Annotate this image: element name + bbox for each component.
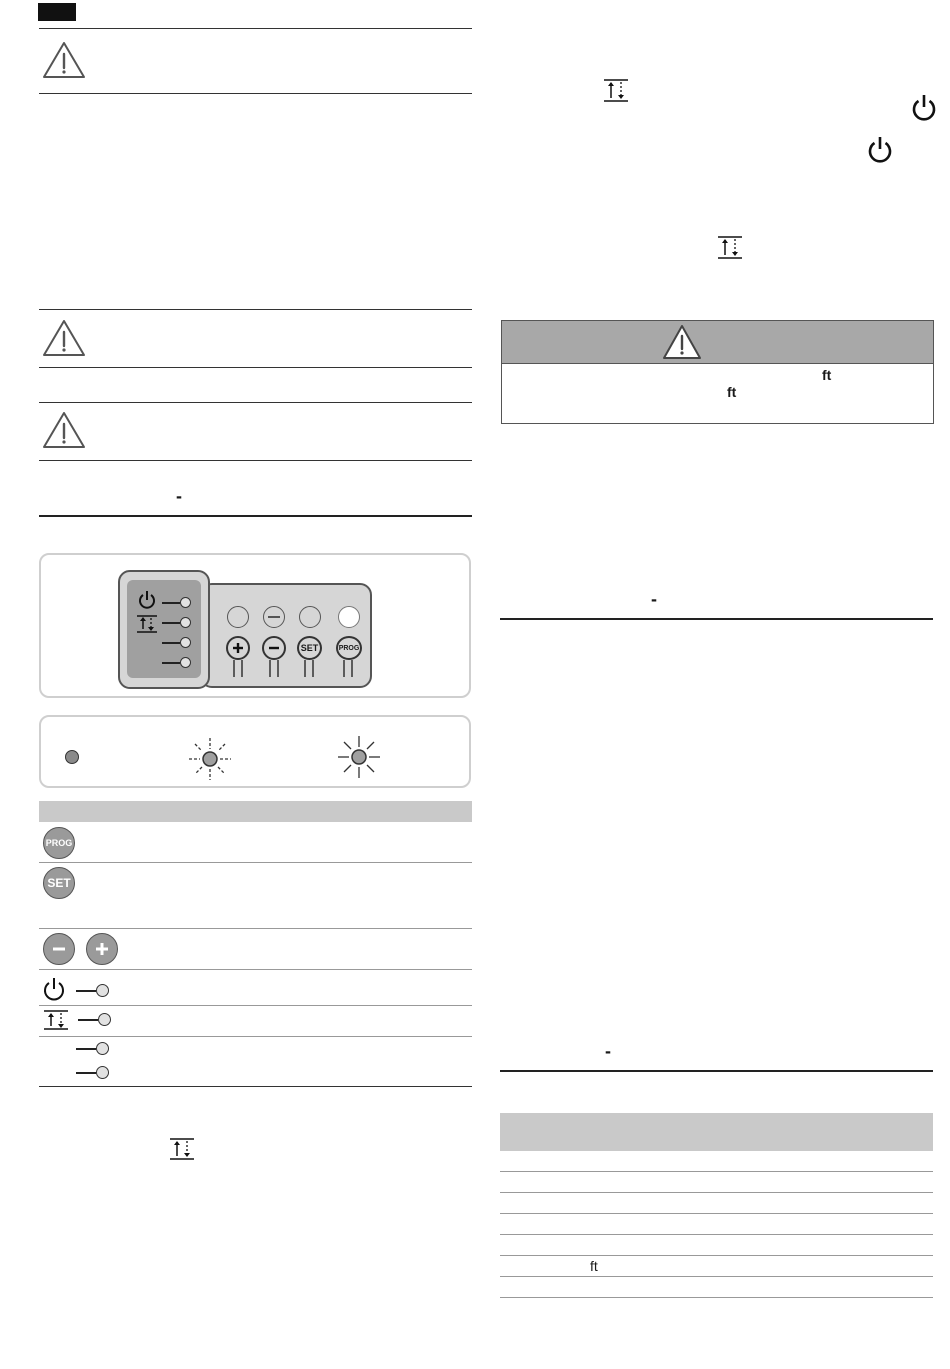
ligature-ft: ft — [727, 384, 737, 400]
table-row-divider — [500, 1276, 933, 1277]
led-line — [162, 642, 180, 644]
led-line — [78, 1019, 98, 1021]
led-power — [180, 597, 191, 608]
button-legs — [226, 660, 366, 678]
led-3 — [180, 637, 191, 648]
section-dash: - — [176, 486, 182, 506]
led-power — [96, 984, 109, 997]
led-fast-blink-icon — [337, 735, 381, 779]
minus-icon — [268, 616, 280, 618]
stroke-adjust-icon — [603, 78, 629, 103]
section-divider — [39, 515, 472, 517]
indicator-prog — [338, 606, 360, 628]
indicator-set — [299, 606, 321, 628]
led-slow-blink-icon — [188, 737, 232, 781]
warning-icon — [42, 411, 86, 449]
led-stroke — [180, 617, 191, 628]
prog-label: PROG — [338, 644, 360, 652]
led-line — [76, 1072, 96, 1074]
led-line — [162, 662, 180, 664]
led-off-icon — [65, 750, 79, 764]
power-icon — [868, 136, 892, 162]
warning-icon — [42, 319, 86, 357]
table-bottom-divider — [39, 1086, 472, 1087]
table-row-divider — [39, 862, 472, 863]
table-row-divider — [39, 969, 472, 970]
prog-button: PROG — [43, 827, 75, 859]
divider — [39, 367, 472, 368]
minus-icon — [264, 638, 284, 658]
stroke-adjust-icon — [169, 1137, 195, 1161]
section-dash: - — [605, 1041, 611, 1061]
stroke-adjust-icon — [717, 235, 743, 260]
divider — [39, 309, 472, 310]
power-icon — [912, 94, 936, 120]
warning-icon — [42, 41, 86, 79]
led-line — [76, 990, 96, 992]
led-states-figure — [39, 715, 471, 788]
plus-icon — [93, 940, 111, 958]
table-header — [500, 1113, 933, 1151]
panel-prog-button[interactable] — [336, 636, 362, 660]
panel-plus-button[interactable] — [226, 636, 250, 660]
led-4 — [96, 1066, 109, 1079]
led-line — [162, 622, 180, 624]
minus-icon — [50, 940, 68, 958]
indicator-plus — [227, 606, 249, 628]
power-icon — [43, 977, 65, 1001]
table-row-divider — [39, 1036, 472, 1037]
led-stroke — [98, 1013, 111, 1026]
table-row-divider — [39, 928, 472, 929]
section-divider — [500, 618, 933, 620]
section-dash: - — [651, 589, 657, 609]
plus-button — [86, 933, 118, 965]
divider — [39, 93, 472, 94]
led-4 — [180, 657, 191, 668]
warning-icon — [662, 324, 702, 360]
table-row-divider — [500, 1171, 933, 1172]
set-button: SET — [43, 867, 75, 899]
table-row-divider — [500, 1297, 933, 1298]
panel-set-button[interactable] — [297, 636, 322, 660]
minus-button — [43, 933, 75, 965]
table-row-divider — [500, 1255, 933, 1256]
power-icon — [138, 590, 156, 610]
set-label: SET — [300, 643, 319, 653]
warning-box-header — [502, 321, 933, 364]
stroke-adjust-icon — [136, 614, 158, 634]
ligature-ft: ft — [590, 1258, 598, 1274]
panel-minus-button[interactable] — [262, 636, 286, 660]
ligature-ft: ft — [822, 367, 832, 383]
led-3 — [96, 1042, 109, 1055]
table-row-divider — [500, 1192, 933, 1193]
section-divider — [500, 1070, 933, 1072]
stroke-adjust-icon — [43, 1009, 69, 1031]
page-badge — [38, 3, 76, 21]
table-row-divider — [39, 1005, 472, 1006]
divider — [39, 460, 472, 461]
divider — [39, 402, 472, 403]
plus-icon — [228, 638, 248, 658]
divider — [39, 28, 472, 29]
led-line — [76, 1048, 96, 1050]
led-line — [162, 602, 180, 604]
legend-header-bar — [39, 801, 472, 822]
table-row-divider — [500, 1213, 933, 1214]
table-row-divider — [500, 1234, 933, 1235]
